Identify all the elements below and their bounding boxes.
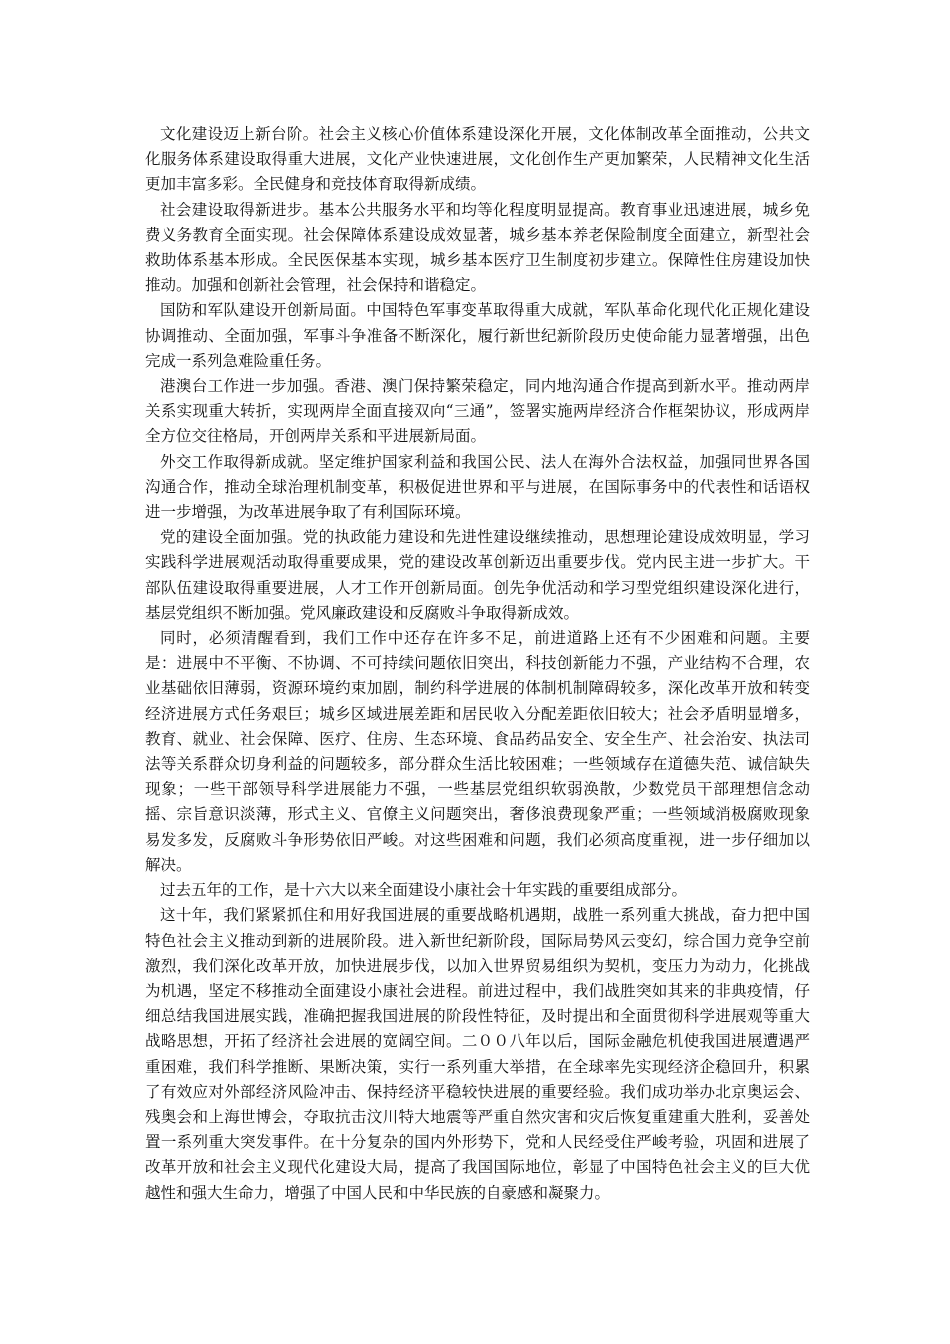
document-body (145, 122, 810, 1206)
paragraph-problems: 同时，必须清醒看到，我们工作中还存在许多不足，前进道路上还有不少困难和问题。主要是：进展中不平衡、不协调、不可持续问题依旧突出，科技创新能力不强，产业结构不合理，农业基础依旧薄弱，资源环境约束加剧，制约科学进展的体制机制障碍较多，深化改革开放和转变经济进展方式任务艰巨；城乡区域进展差距和居民收入分配差距依旧较大；社会矛盾明显增多，教育、就业、社会保障、医疗、住房、生态环境、食品药品安全、安全生产、社会治安、执法司法等关系群众切身利益的问题较多，部分群众生活比较困难；一些领域存在道德失范、诚信缺失现象；一些干部领导科学进展能力不强，一些基层党组织软弱涣散，少数党员干部理想信念动摇、宗旨意识淡薄，形式主义、官僚主义问题突出，奢侈浪费现象严重；一些领域消极腐败现象易发多发，反腐败斗争形势依旧严峻。对这些困难和问题，我们必须高度重视，进一步仔细加以解决。 (145, 629, 810, 874)
paragraph-ten-years: 这十年，我们紧紧抓住和用好我国进展的重要战略机遇期，战胜一系列重大挑战，奋力把中国特色社会主义推动到新的进展阶段。进入新世纪新阶段，国际局势风云变幻，综合国力竞争空前激烈，我们深化改革开放，加快进展步伐，以加入世界贸易组织为契机，变压力为动力，化挑战为机遇，坚定不移推动全面建设小康社会进程。前进过程中，我们战胜突如其来的非典疫情，仔细总结我国进展实践，准确把握我国进展的阶段性特征，及时提出和全面贯彻科学进展观等重大战略思想，开拓了经济社会进展的宽阔空间。二００八年以后，国际金融危机使我国进展遭遇严重困难，我们科学推断、果断决策，实行一系列重大举措，在全球率先实现经济企稳回升，积累了有效应对外部经济风险冲击、保持经济平稳较快进展的重要经验。我们成功举办北京奥运会、残奥会和上海世博会，夺取抗击汶川特大地震等严重自然灾害和灾后恢复重建重大胜利，妥善处置一系列重大突发事件。在十分复杂的国内外形势下，党和人民经受住严峻考验，巩固和进展了改革开放和社会主义现代化建设大局，提高了我国国际地位，彰显了中国特色社会主义的巨大优越性和强大生命力，增强了中国人民和中华民族的自豪感和凝聚力。 (145, 906, 810, 1202)
paragraph-five-years: 过去五年的工作，是十六大以来全面建设小康社会十年实践的重要组成部分。 (160, 881, 688, 900)
paragraph-hk-macao-taiwan: 港澳台工作进一步加强。香港、澳门保持繁荣稳定，同内地沟通合作提高到新水平。推动两岸关系实现重大转折，实现两岸全面直接双向“三通”，签署实施两岸经济合作框架协议，形成两岸全方位交往格局，开创两岸关系和平进展新局面。 (145, 377, 810, 446)
paragraph-party-building: 党的建设全面加强。党的执政能力建设和先进性建设继续推动，思想理论建设成效明显，学习实践科学进展观活动取得重要成果，党的建设改革创新迈出重要步伐。党内民主进一步扩大。干部队伍建设取得重要进展，人才工作开创新局面。创先争优活动和学习型党组织建设深化进行，基层党组织不断加强。党风廉政建设和反腐败斗争取得新成效。 (145, 528, 810, 622)
paragraph-defense: 国防和军队建设开创新局面。中国特色军事变革取得重大成就，军队革命化现代化正规化建设协调推动、全面加强，军事斗争准备不断深化，履行新世纪新阶段历史使命能力显著增强，出色完成一系列急难险重任务。 (145, 301, 810, 370)
paragraph-diplomacy: 外交工作取得新成就。坚定维护国家利益和我国公民、法人在海外合法权益，加强同世界各国沟通合作，推动全球治理机制变革，积极促进世界和平与进展，在国际事务中的代表性和话语权进一步增强，为改革进展争取了有利国际环境。 (145, 452, 810, 522)
paragraph-society: 社会建设取得新进步。基本公共服务水平和均等化程度明显提高。教育事业迅速进展，城乡免费义务教育全面实现。社会保障体系建设成效显著，城乡基本养老保险制度全面建立，新型社会救助体系基本形成。全民医保基本实现，城乡基本医疗卫生制度初步建立。保障性住房建设加快推动。加强和创新社会管理，社会保持和谐稳定。 (145, 200, 810, 295)
paragraph-culture: 文化建设迈上新台阶。社会主义核心价值体系建设深化开展，文化体制改革全面推动，公共文化服务体系建设取得重大进展，文化产业快速进展，文化创作生产更加繁荣，人民精神文化生活更加丰富多彩。全民健身和竞技体育取得新成绩。 (145, 125, 810, 194)
